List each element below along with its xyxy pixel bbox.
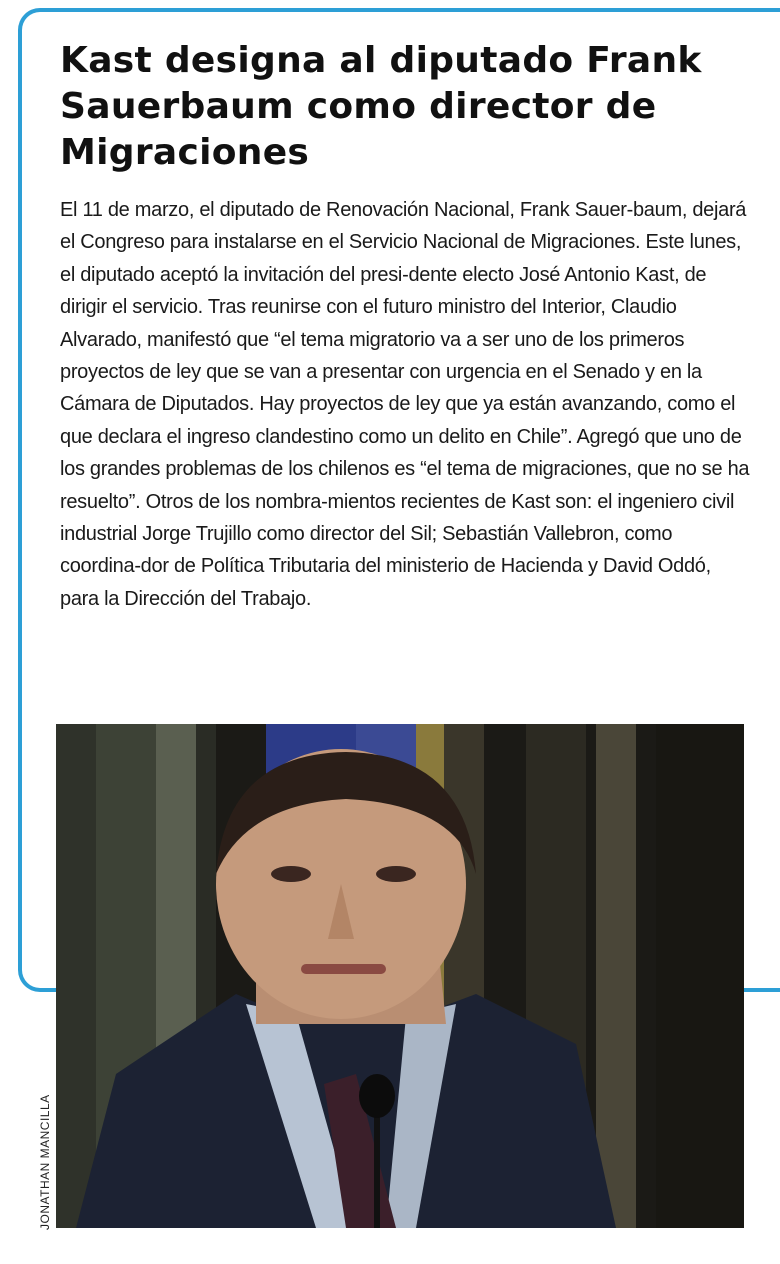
portrait-illustration [56,724,744,1228]
article-photo [56,724,744,1228]
photo-credit: JONATHAN MANCILLA [38,1094,52,1230]
article-headline: Kast designa al diputado Frank Sauerbaum como director de Migraciones [60,40,702,173]
article-body: El 11 de marzo, el diputado de Renovación Nacional, Frank Sauer-baum, dejará el Congreso para instalarse en el Servicio Nacional de Migraciones. Este lunes, el diputado aceptó la invitación del presi-dente electo José Antonio Kast, de dirigir el servicio. Tras reunirse con el futuro ministro del Interior, Claudio Alvarado, manifestó que “el tema migratorio va a ser uno de los primeros proyectos de ley que se van a presentar con urgencia en el Senado y en la Cámara de Diputados. Hay proyectos de ley que ya están avanzando, como el que declara el ingreso clandestino como un delito en Chile”. Agregó que uno de los grandes problemas de los chilenos es “el tema de migraciones, que no se ha resuelto”. Otros de los nombra-mientos recientes de Kast son: el ingeniero civil industrial Jorge Trujillo como director del Sil; Sebastián Vallebron, como coordina-dor de Política Tributaria del ministerio de Hacienda y David Oddó, para la Dirección del Trabajo. [60,199,750,610]
